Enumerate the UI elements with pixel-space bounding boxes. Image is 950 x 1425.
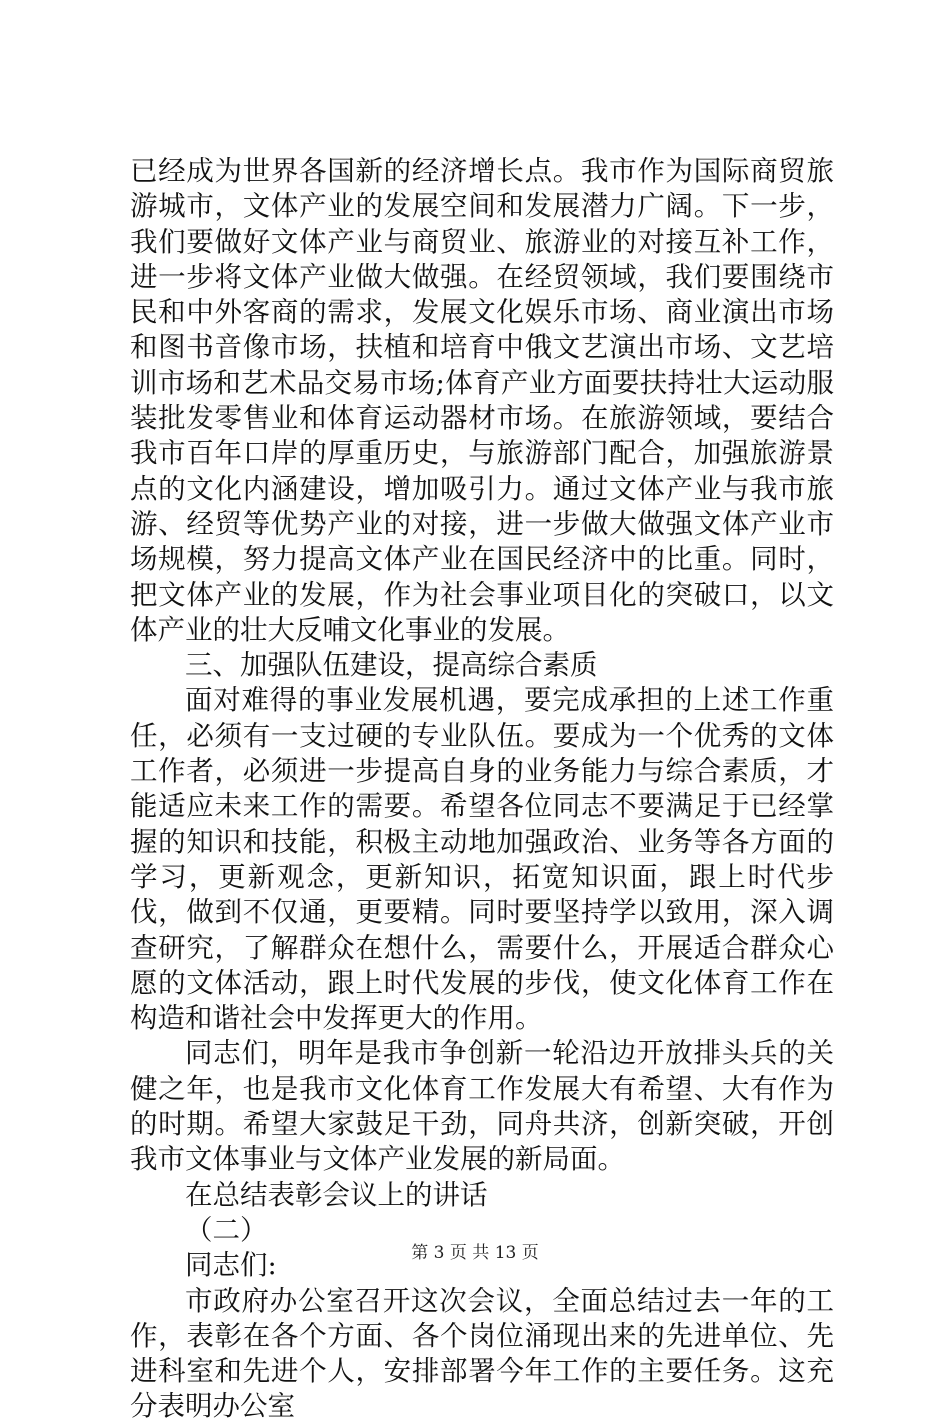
section-heading-team-building: 三、加强队伍建设，提高综合素质 bbox=[185, 649, 598, 682]
page-number-footer: 第 3 页 共 13 页 bbox=[411, 1243, 539, 1263]
paragraph-team-building: 面对难得的事业发展机遇，要完成承担的上述工作重任，必须有一支过硬的专业队伍。要成为一个优秀的文体工作者，必须进一步提高自身的业务能力与综合素质，才能适应未来工作的需要。希望各位同志不要满足于已经掌握的知识和技能，积极主动地加强政治、业务等各方面的学习，更新观念，更新知识，拓宽知识面，跟上时代步伐，做到不仅通，更要精。同时要坚持学以致用，深入调查研究，了解群众在想什么，需要什么，开展适合群众心愿的文体活动，跟上时代发展的步伐，使文化体育工作在构造和谐社会中发挥更大的作用。 bbox=[130, 684, 834, 1035]
paragraph-closing-remarks: 同志们，明年是我市争创新一轮沿边开放排头兵的关健之年，也是我市文化体育工作发展大有希望、大有作为的时期。希望大家鼓足干劲，同舟共济，创新突破，开创我市文体事业与文体产业发展的新局面。 bbox=[130, 1037, 834, 1176]
paragraph-meeting-intro: 市政府办公室召开这次会议，全面总结过去一年的工作，表彰在各个方面、各个岗位涌现出来的先进单位、先进科室和先进个人，安排部署今年工作的主要任务。这充分表明办公室 bbox=[130, 1284, 834, 1423]
paragraph-cultural-industry: 已经成为世界各国新的经济增长点。我市作为国际商贸旅游城市，文体产业的发展空间和发展潜力广阔。下一步，我们要做好文体产业与商贸业、旅游业的对接互补工作，进一步将文体产业做大做强。在经贸领域，我们要围绕市民和中外客商的需求，发展文化娱乐市场、商业演出市场和图书音像市场，扶植和培育中俄文艺演出市场、文艺培训市场和艺术品交易市场;体育产业方面要扶持壮大运动服装批发零售业和体育运动器材市场。在旅游领域，要结合我市百年口岸的厚重历史，与旅游部门配合，加强旅游景点的文化内涵建设，增加吸引力。通过文体产业与我市旅游、经贸等优势产业的对接，进一步做大做强文体产业市场规模，努力提高文体产业在国民经济中的比重。同时，把文体产业的发展，作为社会事业项目化的突破口，以文体产业的壮大反哺文化事业的发展。 bbox=[130, 155, 834, 646]
speech-title: 在总结表彰会议上的讲话 bbox=[185, 1178, 488, 1211]
speech-number: （二） bbox=[185, 1213, 268, 1246]
document-body bbox=[130, 154, 834, 1425]
salutation: 同志们: bbox=[185, 1249, 277, 1282]
